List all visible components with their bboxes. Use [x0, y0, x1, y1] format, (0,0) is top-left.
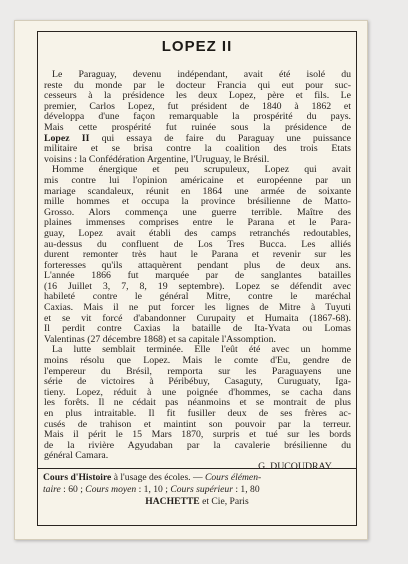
- text-line: L'année 1866 fut marquée par de sanglantes batailles: [44, 271, 351, 282]
- text-line: au-dessus du confluent de Los Tres Bucca. Les alliés: [44, 239, 351, 250]
- series-text: à l'usage des écoles. —: [111, 472, 205, 483]
- text-line: Grosso. Alors commença une guerre terrible. Maître des: [44, 207, 351, 218]
- text-line: Valentinas (27 décembre 1868) et sa capitale l'Assomption.: [44, 334, 276, 345]
- footer-line-3: [43, 496, 351, 508]
- text-line: mille hommes et occupa la province brésilienne de Matto-: [44, 197, 351, 208]
- text-line: mis contre lui l'opinion américaine et européenne par un: [44, 175, 351, 186]
- footer-divider: [38, 468, 356, 469]
- card-frame: [37, 31, 357, 526]
- text-line: de la rivière Agyudaban par la cavalerie brésilienne du: [44, 440, 351, 451]
- text-line: forteresses qu'ils attaquèrent pendant plus de deux ans.: [44, 260, 351, 271]
- footer-line-1: [43, 472, 351, 484]
- text-line: premier, Carlos Lopez, fut président de 1840 à 1862 et: [44, 101, 351, 112]
- text-line: Mais il périt le 15 Mars 1870, surpris et tué sur les bords: [44, 430, 351, 441]
- text-line: en plus intraitable. Il fit fusiller deux de ses frères ac-: [44, 409, 351, 419]
- text-line: tieny. Lopez, réduit à une poignée d'hommes, se cacha dans: [44, 387, 351, 398]
- superieur-label: Cours supérieur: [170, 484, 233, 495]
- bold-name: Lopez II: [44, 133, 90, 144]
- text-line: guay, Lopez avait établi des camps retranchés redoutables,: [44, 228, 351, 239]
- text-line: mariage scandaleux, réunit en 1864 une armée de soixante: [44, 186, 351, 197]
- text-line-with-bold: [44, 134, 351, 145]
- text-line: l'empereur du Brésil, remporta sur les Paraguayens une: [44, 366, 351, 377]
- card-title: LOPEZ II: [161, 38, 233, 55]
- trade-card: [14, 20, 368, 540]
- text-line: Homme énergique et peu scrupuleux, Lopez qui avait: [52, 165, 351, 176]
- text-line: développa d'une façon remarquable la prospérité du pays.: [44, 112, 351, 123]
- elementaire-label: Cours élémen-: [204, 472, 262, 483]
- text-line: militaire et se brisa contre la coalition des trois États: [44, 144, 351, 155]
- author-signature: G. DUCOUDRAY.: [258, 461, 333, 472]
- moyen-label: Cours moyen: [85, 484, 137, 495]
- text-line: général Camara.: [44, 451, 109, 462]
- text-line: La lutte semblait terminée. Elle l'eût été avec un homme: [52, 345, 351, 356]
- text-line: reste du monde par le docteur Francia qui eut pour suc-: [44, 80, 351, 91]
- text-line: les forêts. Il ne cédait pas néanmoins et se montrait de plus: [44, 398, 351, 409]
- text-line: cusés de trahison et maintint son pouvoir par la terreur.: [44, 419, 351, 430]
- footer-line-2: [43, 484, 351, 496]
- text-line: Le Paraguay, devenu indépendant, avait été isolé du: [52, 70, 351, 80]
- text-line: et se vit forcé d'abandonner Curupaity et Humaita (1867-68).: [44, 313, 351, 324]
- publisher-footer: [43, 472, 351, 508]
- publisher-rest: et Cie, Paris: [199, 496, 249, 507]
- elementaire-label-cont: taire: [43, 484, 61, 495]
- elementaire-price: : 60 ;: [60, 484, 86, 495]
- text-line-rest: qui essaya de faire du Paraguay une puissance: [89, 133, 351, 144]
- text-line: voisins : la Confédération Argentine, l'Uruguay, le Brésil.: [44, 154, 270, 165]
- text-line: habileté contre le général Mitre, contre le maréchal: [44, 292, 351, 303]
- moyen-price: : 1, 10 ;: [136, 484, 171, 495]
- text-line: durent remonter très haut le Parana et revenir sur les: [44, 250, 351, 261]
- text-line: plaines immenses comprises entre le Parana et le Para-: [44, 218, 351, 229]
- superieur-price: : 1, 80: [232, 484, 260, 495]
- series-title: Cours d'Histoire: [43, 472, 112, 483]
- text-line: série de victoires à Péribébuy, Casaguty, Curuguaty, Iga-: [44, 377, 351, 388]
- text-line: Il perdit contre Caxias la bataille de Ita-Yvata ou Lomas: [44, 324, 351, 335]
- article-body: [44, 70, 351, 473]
- publisher-name: HACHETTE: [145, 496, 200, 507]
- text-line: Caxias. Mais il ne put forcer les lignes de Mitre à Tuyuti: [44, 303, 351, 314]
- text-line: moins résolu que Lopez. Mais le comte d'Eu, gendre de: [44, 356, 351, 367]
- text-line: Mais cette prospérité fut ruinée sous la présidence de: [44, 122, 351, 133]
- text-line: cesseurs à la présidence les deux Lopez, père et fils. Le: [44, 91, 351, 102]
- text-line: (16 Juillet 3, 7, 8, 19 septembre). Lopez se défendit avec: [44, 281, 351, 292]
